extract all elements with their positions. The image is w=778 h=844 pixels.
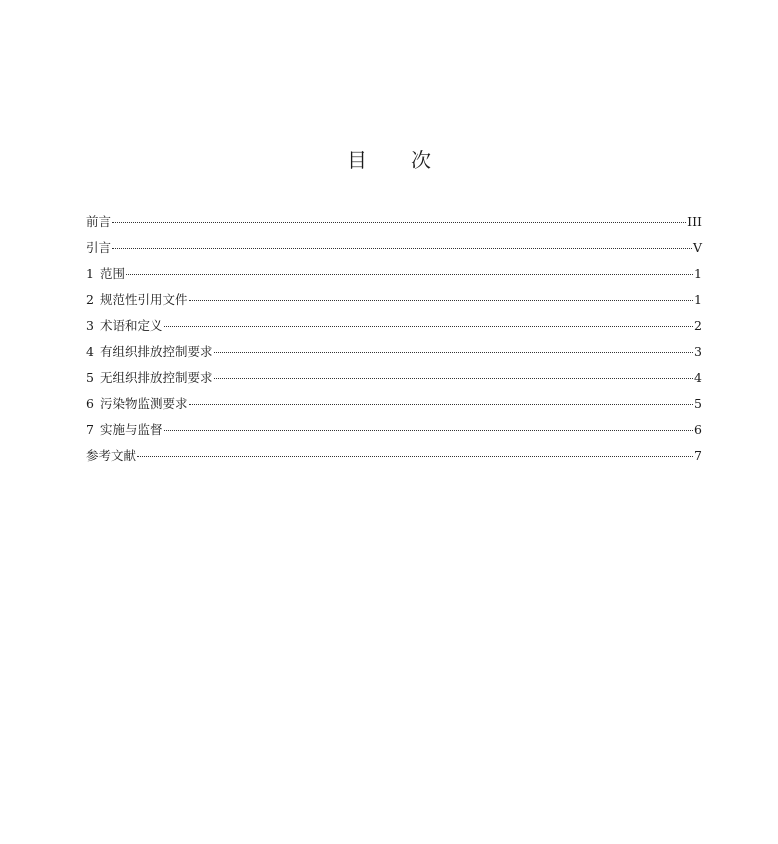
toc-entry-pollutant-monitoring[interactable] [86,394,702,420]
toc-entry-normative-references[interactable] [86,290,702,316]
toc-leader-dots [112,221,686,223]
toc-entry-page: III [687,214,702,229]
toc-entry-page: 1 [694,266,702,281]
toc-entry-label: 术语和定义 [100,318,163,333]
toc-entry-bibliography[interactable] [86,446,702,472]
toc-entry-number: 7 [86,422,94,437]
toc-entry-label: 参考文献 [86,448,137,463]
toc-entry-implementation-supervision[interactable] [86,420,702,446]
toc-entry-number: 1 [86,266,94,281]
toc-entry-unorganized-emission[interactable] [86,368,702,394]
toc-leader-dots [126,273,693,275]
toc-entry-page: 3 [694,344,702,359]
toc-leader-dots [214,377,694,379]
toc-title-char-1: 目 [347,148,367,172]
toc-entry-label: 有组织排放控制要求 [100,344,213,359]
toc-leader-dots [189,403,694,405]
toc-entry-label: 实施与监督 [100,422,163,437]
toc-list [86,212,702,472]
toc-entry-page: 7 [694,448,702,463]
toc-entry-foreword[interactable] [86,212,702,238]
toc-leader-dots [214,351,694,353]
toc-entry-label: 污染物监测要求 [100,396,188,411]
toc-entry-introduction[interactable] [86,238,702,264]
toc-leader-dots [164,325,694,327]
toc-entry-label: 无组织排放控制要求 [100,370,213,385]
toc-entry-number: 4 [86,344,94,359]
toc-entry-label: 前言 [86,214,112,229]
toc-entry-label: 引言 [86,240,112,255]
toc-entry-organized-emission[interactable] [86,342,702,368]
toc-entry-page: 1 [694,292,702,307]
toc-entry-page: 2 [694,318,702,333]
toc-title [0,144,778,173]
toc-leader-dots [164,429,694,431]
toc-entry-scope[interactable] [86,264,702,290]
toc-entry-terms-definitions[interactable] [86,316,702,342]
toc-leader-dots [189,299,694,301]
toc-entry-label: 范围 [100,266,126,281]
toc-entry-page: 4 [694,370,702,385]
toc-entry-number: 6 [86,396,94,411]
toc-title-char-2: 次 [411,148,431,172]
toc-entry-number: 3 [86,318,94,333]
toc-entry-page: 5 [694,396,702,411]
toc-entry-label: 规范性引用文件 [100,292,188,307]
toc-entry-number: 2 [86,292,94,307]
toc-entry-page: V [692,240,702,255]
toc-entry-number: 5 [86,370,94,385]
toc-leader-dots [112,247,692,249]
toc-leader-dots [137,455,693,457]
toc-entry-page: 6 [694,422,702,437]
